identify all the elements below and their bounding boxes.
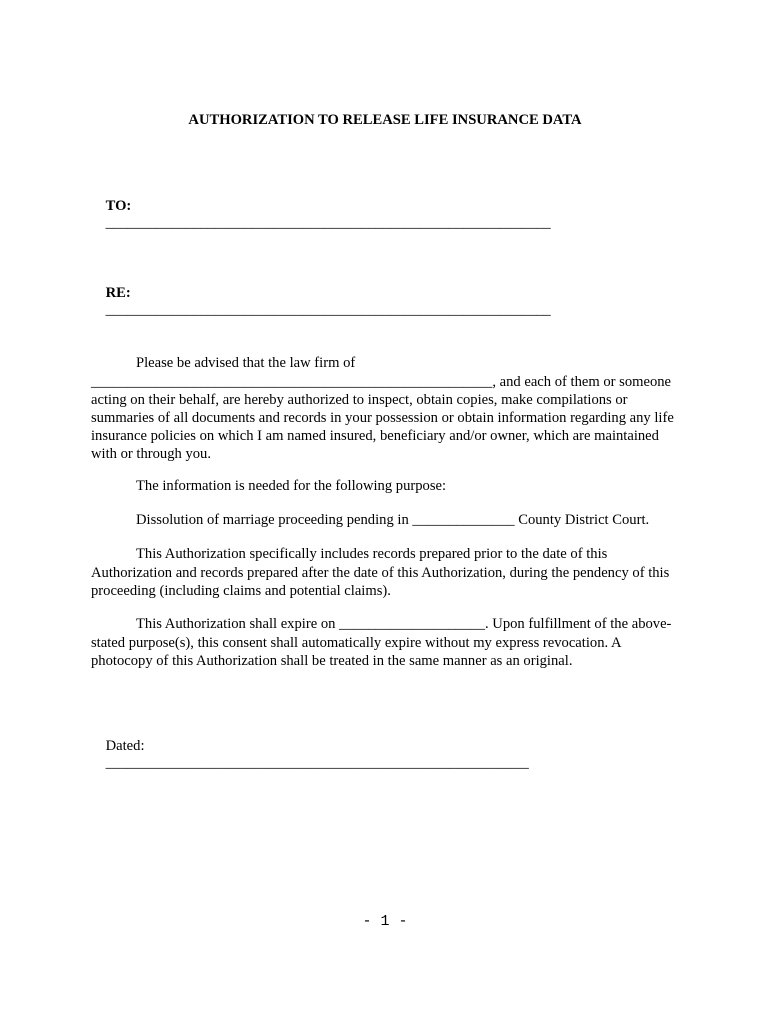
to-label: TO: [105,198,132,214]
paragraph-1-body: _______________________________________________________, and each of them or someone acting on their behalf, are hereby authorized to inspect, obtain copies, make compilations or summaries of all documents and records in your possession or obtain information regarding any life insurance policies on which I am named insured, beneficiary and/or owner, which are maintained with or through you. [91,374,674,462]
document-title: AUTHORIZATION TO RELEASE LIFE INSURANCE DATA [188,112,582,128]
dated-field [91,721,529,789]
paragraph-3: Dissolution of marriage proceeding pending in ______________ County District Court. [136,512,650,528]
paragraph-4-first-line: This Authorization specifically includes records prepared prior to the date of this [136,546,608,562]
re-field [91,268,551,336]
paragraph-2: The information is needed for the following purpose: [136,478,447,494]
paragraph-1-first-line: Please be advised that the law firm of [136,355,356,371]
page-number: - 1 - [362,913,408,930]
re-blank: _____________________________________________________________ [105,302,551,318]
to-field [91,181,551,249]
paragraph-5-first-line: This Authorization shall expire on ____________________. Upon fulfillment of the above- [136,616,672,632]
dated-label: Dated: [105,738,145,754]
re-label: RE: [105,285,131,301]
paragraph-5-body: stated purpose(s), this consent shall automatically expire without my express revocation. A photocopy of this Authorization shall be treated in the same manner as an original. [91,635,622,669]
to-blank: _____________________________________________________________ [105,215,551,231]
dated-blank: __________________________________________________________ [105,755,529,771]
paragraph-4-body: Authorization and records prepared after the date of this Authorization, during the pendency of this proceeding (including claims and potential claims). [91,565,670,599]
